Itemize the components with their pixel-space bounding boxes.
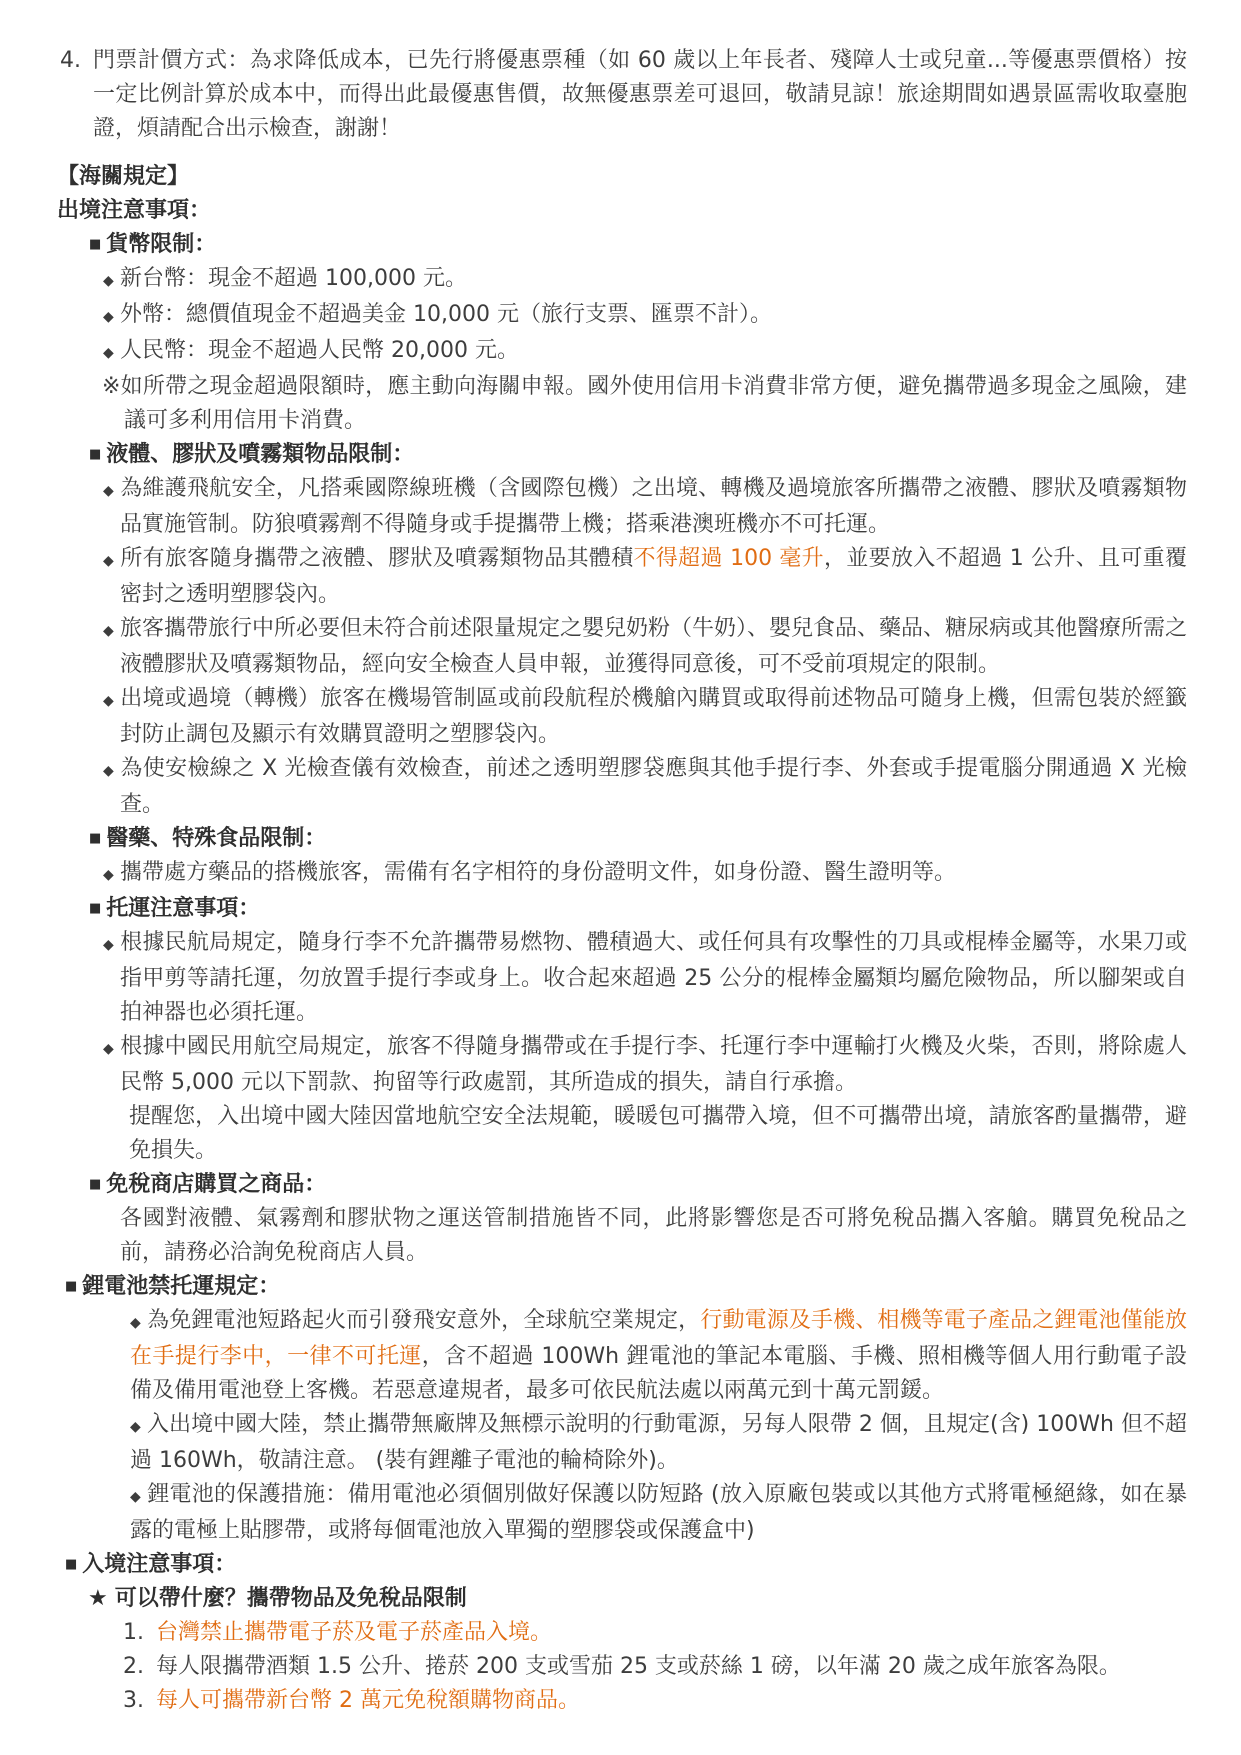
currency-item-rmb (103, 334, 1187, 370)
square-bullet-icon: ■ (89, 831, 102, 846)
medicine-heading-label: 醫藥、特殊食品限制： (106, 826, 327, 851)
diamond-bullet-icon: ◆ (103, 345, 114, 361)
liquids-item-1-text: 為維護飛航安全，凡搭乘國際線班機（含國際包機）之出境、轉機及過境旅客所攜帶之液體、膠狀及噴霧類物品實施管制。防狼噴霧劑不得隨身或手提攜帶上機；搭乘港澳班機亦不可托運。 (120, 476, 1187, 537)
diamond-bullet-icon: ◆ (130, 1315, 141, 1331)
allowance-item-3-number: 3. (123, 1688, 144, 1713)
liquids-item-2-text: 所有旅客隨身攜帶之液體、膠狀及噴霧類物品其體積 (120, 546, 634, 571)
square-bullet-icon: ■ (89, 901, 102, 916)
diamond-bullet-icon: ◆ (103, 623, 114, 639)
liquids-item-2-text-end: ，並要放入不超過 1 公升、且可重覆密封之透明塑膠袋內。 (120, 546, 1187, 607)
currency-note: ※如所帶之現金超過限額時，應主動向海關申報。國外使用信用卡消費非常方便，避免攜帶過多現金之風險，建議可多利用信用卡消費。 (102, 374, 1187, 433)
lithium-item-2 (130, 1408, 1187, 1478)
allowance-item-1-text: 台灣禁止攜帶電子菸及電子菸產品入境。 (156, 1620, 553, 1645)
liquids-heading-label: 液體、膠狀及噴霧類物品限制： (106, 442, 415, 467)
square-bullet-icon: ■ (65, 1279, 78, 1294)
liquids-item-3-text: 旅客攜帶旅行中所必要但未符合前述限量規定之嬰兒奶粉（牛奶）、嬰兒食品、藥品、糖尿病或其他醫療所需之液體膠狀及噴霧類物品，經向安全檢查人員申報，並獲得同意後，可不受前項規定的限制。 (120, 616, 1188, 677)
allowance-item-2 (123, 1650, 1187, 1684)
medicine-item-1-text: 攜帶處方藥品的搭機旅客，需備有名字相符的身份證明文件，如身份證、醫生證明等。 (120, 860, 957, 885)
currency-heading-label: 貨幣限制： (106, 232, 217, 257)
checkin-item-2 (103, 1030, 1187, 1100)
lithium-item-1-text-end: ，含不超過 100Wh 鋰電池的筆記本電腦、手機、照相機等個人用行動電子設備及備用電池登上客機。若惡意違規者，最多可依民航法處以兩萬元到十萬元罰鍰。 (130, 1344, 1187, 1403)
lithium-item-2-text: 入出境中國大陸，禁止攜帶無廠牌及無標示說明的行動電源，另每人限帶 2 個，且規定(含) 100Wh 但不超過 160Wh，敬請注意。 (裝有鋰離子電池的輪椅除外)。 (130, 1412, 1187, 1473)
currency-item-rmb-text: 人民幣：現金不超過人民幣 20,000 元。 (120, 338, 519, 363)
diamond-bullet-icon: ◆ (103, 483, 114, 499)
currency-item-foreign-text: 外幣：總價值現金不超過美金 10,000 元（旅行支票、匯票不計）。 (120, 302, 772, 327)
allowance-item-2-number: 2. (123, 1654, 144, 1679)
liquids-item-5-text: 為使安檢線之 X 光檢查儀有效檢查，前述之透明塑膠袋應與其他手提行李、外套或手提電腦分開通過 X 光檢查。 (120, 756, 1187, 817)
arrival-section-title (65, 1548, 1187, 1582)
currency-item-foreign (103, 298, 1187, 334)
allowance-heading (88, 1582, 1187, 1616)
checkin-item-2-text: 根據中國民用航空局規定，旅客不得隨身攜帶或在手提行李、托運行李中運輸打火機及火柴，否則，將除處人民幣 5,000 元以下罰款、拘留等行政處罰，其所造成的損失，請自行承擔。 (120, 1034, 1187, 1095)
allowance-item-3-text: 每人可攜帶新台幣 2 萬元免稅額購物商品。 (156, 1688, 580, 1713)
lithium-item-3-text: 鋰電池的保護措施：備用電池必須個別做好保護以防短路 (放入原廠包裝或以其他方式將電極絕緣，如在暴露的電極上貼膠帶，或將每個電池放入單獨的塑膠袋或保護盒中) (130, 1482, 1187, 1543)
lithium-heading (65, 1270, 1187, 1304)
diamond-bullet-icon: ◆ (103, 273, 114, 289)
customs-section-title: 【海關規定】 (57, 164, 190, 189)
allowance-item-2-text: 每人限攜帶酒類 1.5 公升、捲菸 200 支或雪茄 25 支或菸絲 1 磅，以年滿 20 歲之成年旅客為限。 (156, 1654, 1121, 1679)
allowance-item-3 (123, 1684, 1187, 1718)
liquids-item-4 (103, 682, 1187, 752)
dutyfree-heading-label: 免稅商店購買之商品： (106, 1172, 327, 1197)
star-bullet-icon: ★ (88, 1586, 108, 1611)
square-bullet-icon: ■ (89, 447, 102, 462)
liquids-item-4-text: 出境或過境（轉機）旅客在機場管制區或前段航程於機艙內購買或取得前述物品可隨身上機，但需包裝於經籤封防止調包及顯示有效購買證明之塑膠袋內。 (120, 686, 1187, 747)
currency-item-twd-text: 新台幣：現金不超過 100,000 元。 (120, 266, 467, 291)
currency-heading (89, 228, 1187, 262)
lithium-heading-label: 鋰電池禁托運規定： (82, 1274, 281, 1299)
checkin-reminder: 提醒您，入出境中國大陸因當地航空安全法規範，暖暖包可攜帶入境，但不可攜帶出境，請旅客酌量攜帶，避免損失。 (129, 1104, 1187, 1163)
medicine-item-1 (103, 856, 1187, 892)
intro-item-number: 4. (60, 48, 81, 73)
diamond-bullet-icon: ◆ (103, 553, 114, 569)
liquids-item-2-highlight: 不得超過 100 毫升 (633, 546, 824, 571)
liquids-item-3 (103, 612, 1188, 682)
liquids-item-2 (103, 542, 1187, 612)
allowance-item-1 (123, 1616, 1187, 1650)
diamond-bullet-icon: ◆ (130, 1489, 141, 1505)
dutyfree-body: 各國對液體、氣霧劑和膠狀物之運送管制措施皆不同，此將影響您是否可將免稅品攜入客艙。購買免稅品之前，請務必洽詢免稅商店人員。 (120, 1206, 1187, 1265)
diamond-bullet-icon: ◆ (103, 867, 114, 883)
allowance-heading-label: 可以帶什麼？攜帶物品及免稅品限制 (114, 1586, 467, 1611)
intro-item (60, 44, 1187, 146)
arrival-section-title-label: 入境注意事項： (82, 1552, 237, 1577)
allowance-item-1-number: 1. (123, 1620, 144, 1645)
lithium-item-1-highlight: 行動電源及手機、相機等電子產品之鋰電池僅能放在手提行李中，一律不可托運 (130, 1308, 1187, 1369)
square-bullet-icon: ■ (89, 237, 102, 252)
liquids-item-5 (103, 752, 1187, 822)
diamond-bullet-icon: ◆ (103, 937, 114, 953)
checkin-heading-label: 托運注意事項： (106, 896, 261, 921)
intro-item-text: 門票計價方式：為求降低成本，已先行將優惠票種（如 60 歲以上年長者、殘障人士或兒童...等優惠票價格）按一定比例計算於成本中，而得出此最優惠售價，故無優惠票差可退回，敬請見諒！旅途期間如遇景區需收取臺胞證，煩請配合出示檢查，謝謝！ (93, 48, 1187, 141)
departure-section-title: 出境注意事項： (57, 198, 212, 223)
liquids-heading (89, 438, 1187, 472)
currency-item-twd (103, 262, 1187, 298)
diamond-bullet-icon: ◆ (103, 1041, 114, 1057)
diamond-bullet-icon: ◆ (103, 309, 114, 325)
lithium-item-1 (130, 1304, 1187, 1408)
dutyfree-heading (89, 1168, 1187, 1202)
checkin-heading (89, 892, 1187, 926)
diamond-bullet-icon: ◆ (130, 1419, 141, 1435)
lithium-item-3 (130, 1478, 1187, 1548)
liquids-item-1 (103, 472, 1187, 542)
diamond-bullet-icon: ◆ (103, 693, 114, 709)
lithium-item-1-text: 為免鋰電池短路起火而引發飛安意外，全球航空業規定， (147, 1308, 701, 1333)
diamond-bullet-icon: ◆ (103, 763, 114, 779)
medicine-heading (89, 822, 1187, 856)
checkin-item-1-text: 根據民航局規定，隨身行李不允許攜帶易燃物、體積過大、或任何具有攻擊性的刀具或棍棒金屬等，水果刀或指甲剪等請托運，勿放置手提行李或身上。收合起來超過 25 公分的棍棒金屬類均屬危險物品，所以腳架或自拍神器也必須托運。 (120, 930, 1187, 1025)
square-bullet-icon: ■ (65, 1557, 78, 1572)
checkin-item-1 (103, 926, 1187, 1030)
square-bullet-icon: ■ (89, 1177, 102, 1192)
